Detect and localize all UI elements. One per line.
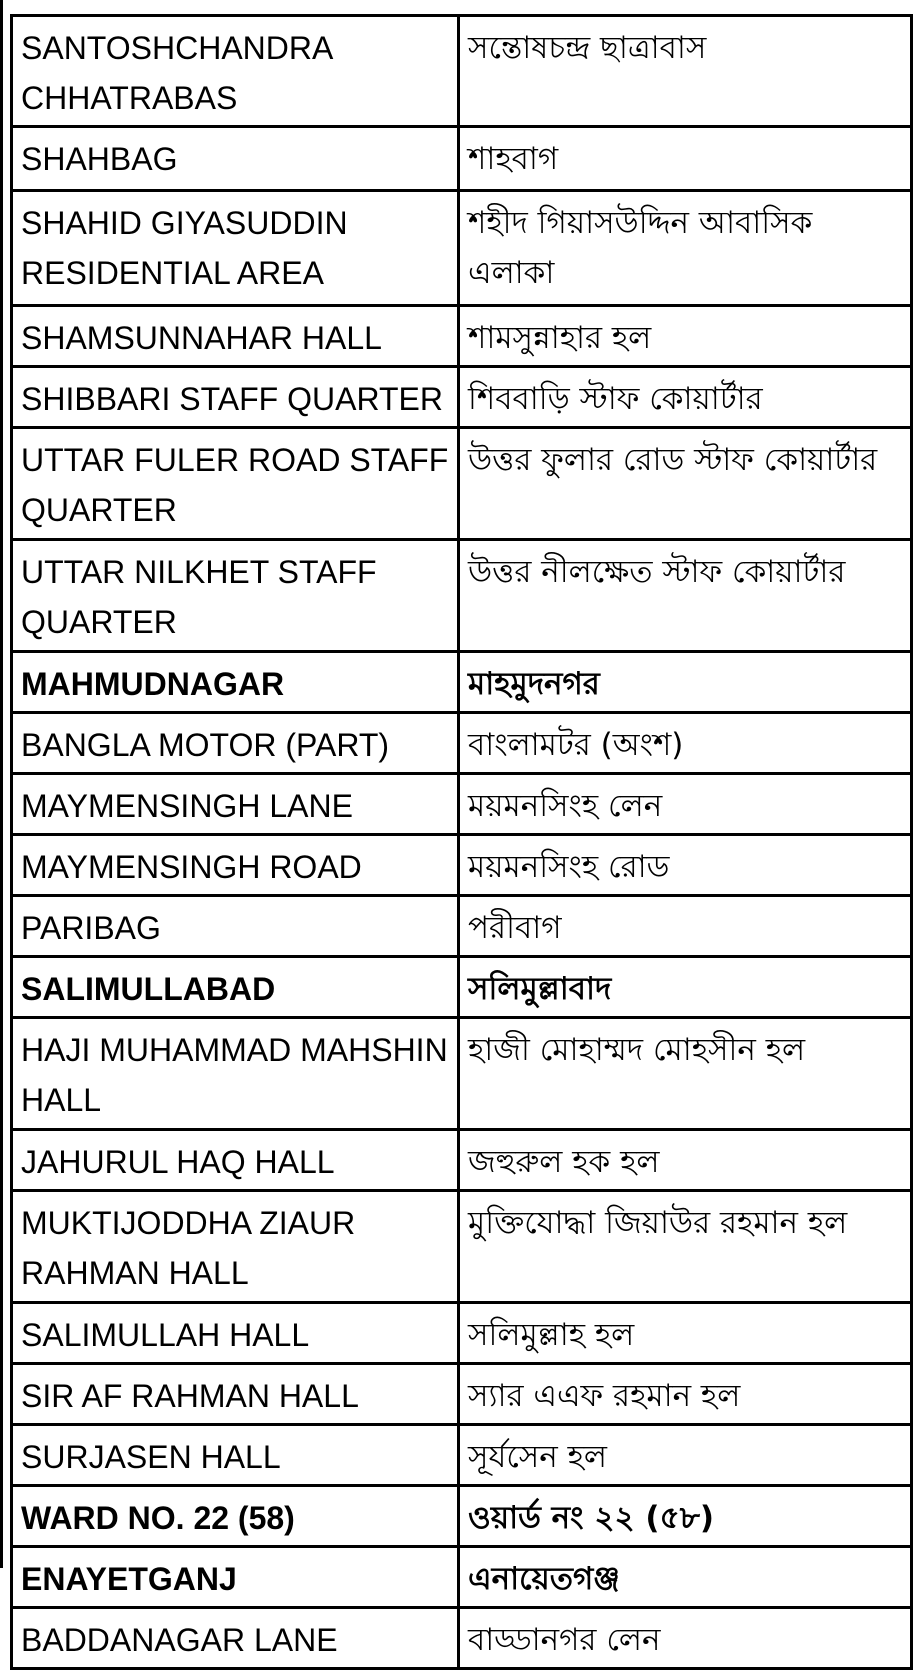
english-name-cell: SHIBBARI STAFF QUARTER — [12, 367, 459, 428]
bengali-name-cell: ওয়ার্ড নং ২২ (৫৮) — [459, 1486, 912, 1547]
table-row — [12, 1425, 912, 1486]
english-name-cell: SHAHID GIYASUDDIN RESIDENTIAL AREA — [12, 191, 459, 306]
bengali-name-cell: এনায়েতগঞ্জ — [459, 1547, 912, 1608]
english-name-cell: WARD NO. 22 (58) — [12, 1486, 459, 1547]
table-row — [12, 774, 912, 835]
english-name-cell: MAYMENSINGH LANE — [12, 774, 459, 835]
bengali-name-cell: উত্তর নীলক্ষেত স্টাফ কোয়ার্টার — [459, 540, 912, 652]
table-row — [12, 1486, 912, 1547]
table-row — [12, 1608, 912, 1669]
table-row — [12, 652, 912, 713]
table-row — [12, 16, 912, 127]
english-name-cell: BANGLA MOTOR (PART) — [12, 713, 459, 774]
table-row — [12, 1191, 912, 1303]
english-name-cell: UTTAR NILKHET STAFF QUARTER — [12, 540, 459, 652]
english-name-cell: ENAYETGANJ — [12, 1547, 459, 1608]
bengali-name-cell: শাহবাগ — [459, 127, 912, 191]
table-row — [12, 1547, 912, 1608]
english-name-cell: MAHMUDNAGAR — [12, 652, 459, 713]
table-row — [12, 540, 912, 652]
english-name-cell: SHAMSUNNAHAR HALL — [12, 306, 459, 367]
bengali-name-cell: মুক্তিযোদ্ধা জিয়াউর রহমান হল — [459, 1191, 912, 1303]
bengali-name-cell: শহীদ গিয়াসউদ্দিন আবাসিক এলাকা — [459, 191, 912, 306]
bengali-name-cell: ময়মনসিংহ লেন — [459, 774, 912, 835]
bengali-name-cell: সলিমুল্লাবাদ — [459, 957, 912, 1018]
english-name-cell: UTTAR FULER ROAD STAFF QUARTER — [12, 428, 459, 540]
bengali-name-cell: স্যার এএফ রহমান হল — [459, 1364, 912, 1425]
table-row — [12, 1130, 912, 1191]
bengali-name-cell: সলিমুল্লাহ হল — [459, 1303, 912, 1364]
english-name-cell: MAYMENSINGH ROAD — [12, 835, 459, 896]
table-row — [12, 835, 912, 896]
bengali-name-cell: ময়মনসিংহ রোড — [459, 835, 912, 896]
table-row — [12, 1364, 912, 1425]
table-row — [12, 306, 912, 367]
english-name-cell: MUKTIJODDHA ZIAUR RAHMAN HALL — [12, 1191, 459, 1303]
bengali-name-cell: জহুরুল হক হল — [459, 1130, 912, 1191]
english-name-cell: BADDANAGAR LANE — [12, 1608, 459, 1669]
english-name-cell: SIR AF RAHMAN HALL — [12, 1364, 459, 1425]
bengali-name-cell: হাজী মোহাম্মদ মোহসীন হল — [459, 1018, 912, 1130]
table-row — [12, 713, 912, 774]
english-name-cell: SURJASEN HALL — [12, 1425, 459, 1486]
table-row — [12, 1303, 912, 1364]
english-name-cell: PARIBAG — [12, 896, 459, 957]
bengali-name-cell: মাহমুদনগর — [459, 652, 912, 713]
english-name-cell: JAHURUL HAQ HALL — [12, 1130, 459, 1191]
bengali-name-cell: বাড্ডানগর লেন — [459, 1608, 912, 1669]
table-row — [12, 191, 912, 306]
bengali-name-cell: বাংলামটর (অংশ) — [459, 713, 912, 774]
bengali-name-cell: সূর্যসেন হল — [459, 1425, 912, 1486]
table-row — [12, 957, 912, 1018]
bengali-name-cell: উত্তর ফুলার রোড স্টাফ কোয়ার্টার — [459, 428, 912, 540]
locality-table — [10, 14, 913, 1670]
table-row — [12, 127, 912, 191]
table-row — [12, 367, 912, 428]
english-name-cell: SHAHBAG — [12, 127, 459, 191]
english-name-cell: SALIMULLABAD — [12, 957, 459, 1018]
bengali-name-cell: সন্তোষচন্দ্র ছাত্রাবাস — [459, 16, 912, 127]
table-body — [12, 16, 912, 1669]
table-row — [12, 896, 912, 957]
bengali-name-cell: পরীবাগ — [459, 896, 912, 957]
table-row — [12, 428, 912, 540]
left-border-line — [0, 0, 3, 1568]
english-name-cell: HAJI MUHAMMAD MAHSHIN HALL — [12, 1018, 459, 1130]
english-name-cell: SANTOSHCHANDRA CHHATRABAS — [12, 16, 459, 127]
bengali-name-cell: শিববাড়ি স্টাফ কোয়ার্টার — [459, 367, 912, 428]
table-row — [12, 1018, 912, 1130]
bengali-name-cell: শামসুন্নাহার হল — [459, 306, 912, 367]
english-name-cell: SALIMULLAH HALL — [12, 1303, 459, 1364]
